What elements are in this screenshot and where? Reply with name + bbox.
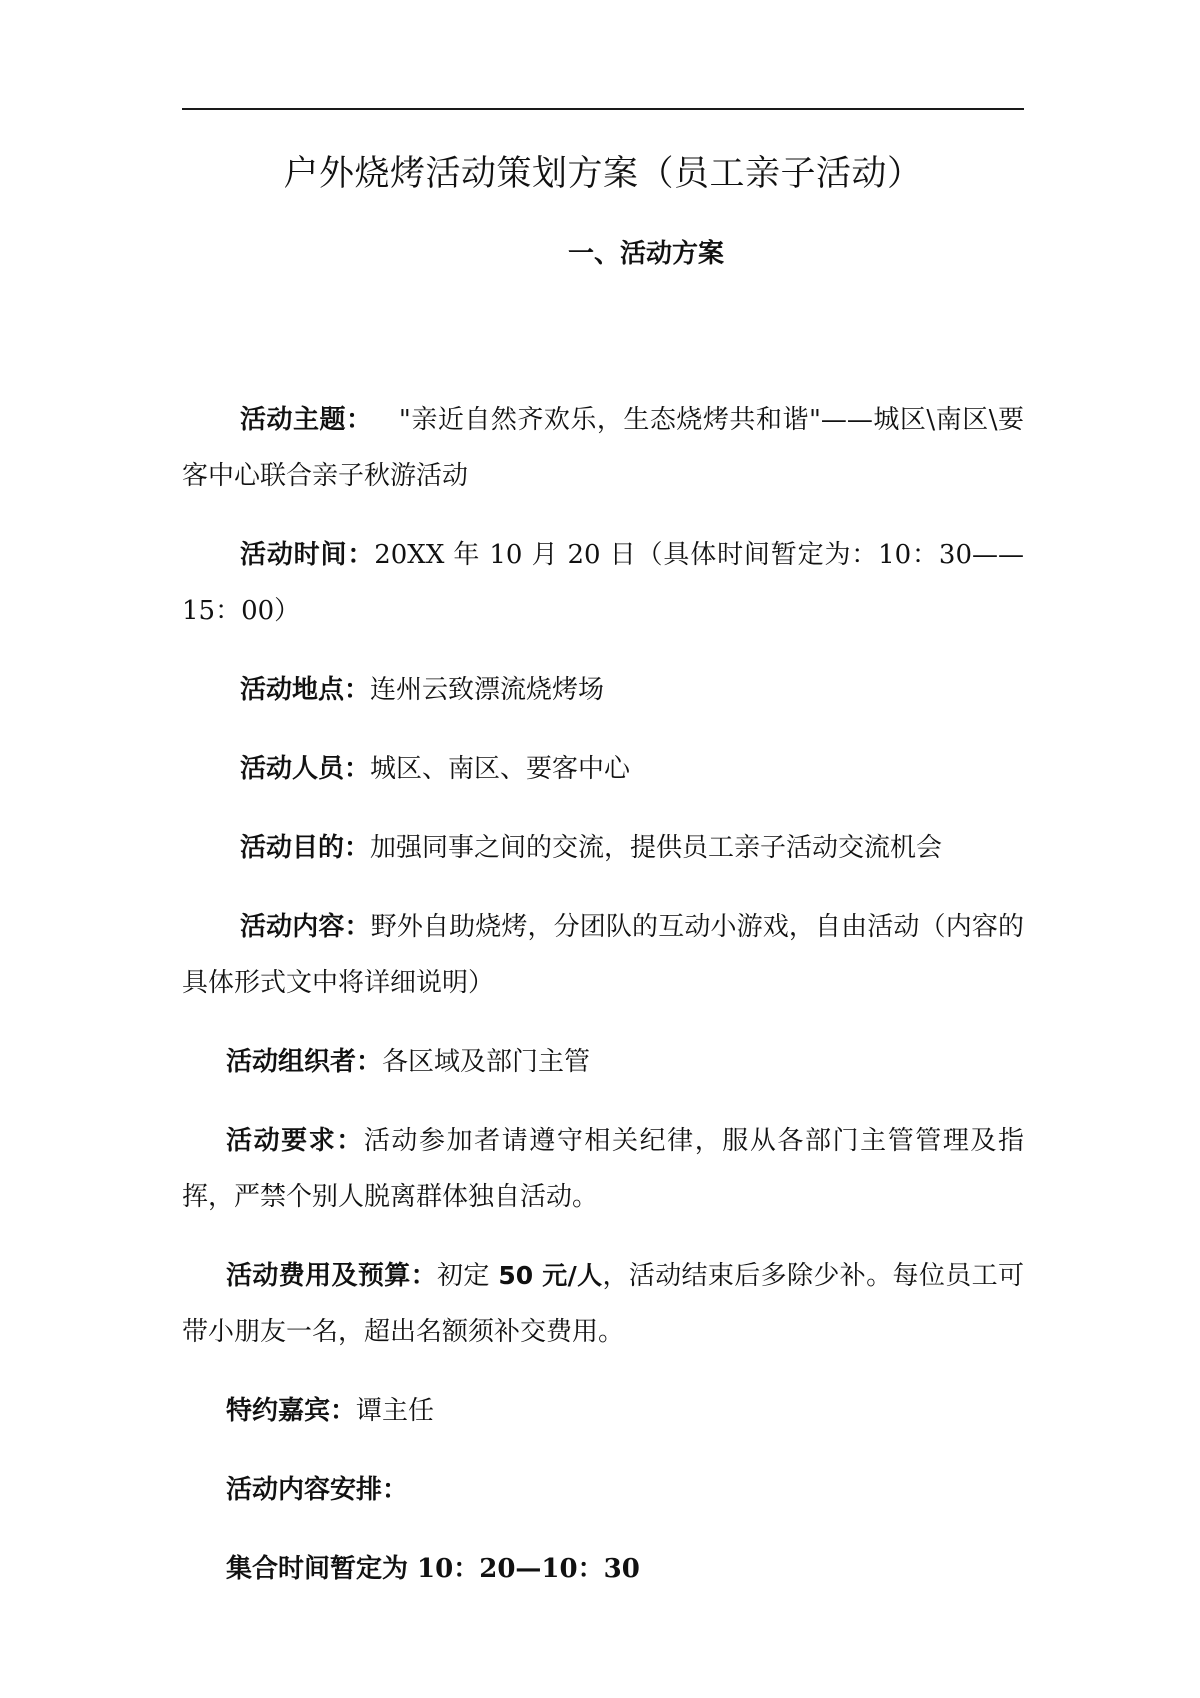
item-personnel [182, 741, 1024, 797]
item-gathering-time [182, 1541, 1024, 1597]
item-label: 活动内容： [240, 912, 371, 942]
item-text: 各区域及部门主管 [382, 1047, 591, 1077]
item-text: 野外自助烧烤，分团队的互动小游戏，自由活动（内容的具体形式文中将详细说明） [182, 912, 1024, 998]
document-title: 户外烧烤活动策划方案（员工亲子活动） [283, 154, 923, 194]
section-title [182, 234, 1024, 274]
item-label: 活动主题： [240, 405, 373, 435]
document-body [182, 392, 1024, 1620]
item-label: 活动内容安排： [226, 1475, 409, 1505]
item-content [182, 899, 1024, 1011]
item-label: 活动目的： [240, 833, 371, 863]
item-text-pre: 初定 [436, 1261, 499, 1291]
item-text: 20XX 年 10 月 20 日（具体时间暂定为：10：30——15：00） [182, 540, 1024, 626]
item-theme [182, 392, 1024, 504]
item-text: 连州云致漂流烧烤场 [370, 675, 605, 705]
item-label: 活动地点： [240, 675, 371, 705]
item-text-post: ，活动结束后多除少补。每位员工可带小朋友一名，超出名额须补交费用。 [182, 1261, 1024, 1347]
item-guest [182, 1383, 1024, 1439]
item-purpose [182, 820, 1024, 876]
item-time [182, 527, 1024, 639]
item-location [182, 662, 1024, 718]
item-text-amount: 50 元/人 [498, 1261, 603, 1290]
header-rule [182, 108, 1024, 110]
item-label: 活动要求： [226, 1126, 364, 1156]
item-schedule [182, 1462, 1024, 1518]
item-label: 特约嘉宾： [226, 1396, 357, 1426]
item-organizer [182, 1034, 1024, 1090]
item-text: 城区、南区、要客中心 [370, 754, 631, 784]
item-text: 谭主任 [356, 1396, 435, 1426]
item-text: 活动参加者请遵守相关纪律，服从各部门主管管理及指挥，严禁个别人脱离群体独自活动。 [182, 1126, 1024, 1212]
item-text: "亲近自然齐欢乐，生态烧烤共和谐"——城区\南区\要客中心联合亲子秋游活动 [182, 405, 1024, 491]
item-requirements [182, 1113, 1024, 1225]
section-title-text: 一、活动方案 [567, 239, 724, 269]
item-label: 活动时间： [240, 540, 375, 570]
item-label: 活动人员： [240, 754, 371, 784]
item-budget [182, 1248, 1024, 1360]
item-text: 加强同事之间的交流，提供员工亲子活动交流机会 [370, 833, 943, 863]
item-label: 活动费用及预算： [226, 1261, 437, 1291]
item-label: 活动组织者： [226, 1047, 383, 1077]
item-label: 集合时间暂定为 10：20—10：30 [226, 1554, 640, 1584]
